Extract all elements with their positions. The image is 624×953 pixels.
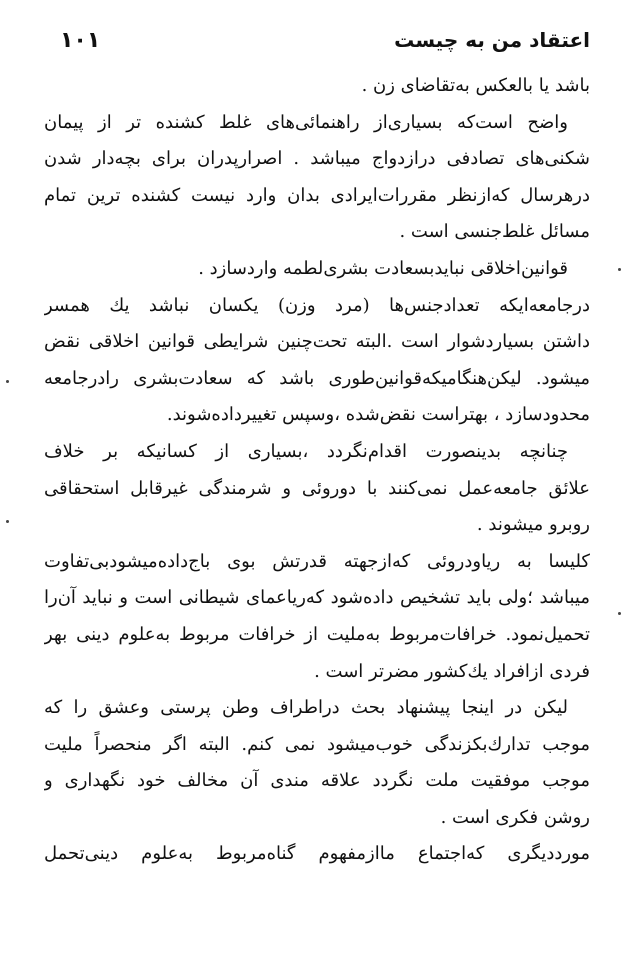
text-line: درهرسال که‌ازنظر مقررات‌ایرادی بدان وارد نیست کشنده ترین تمام bbox=[44, 184, 590, 206]
text-line: موجب موفقیت ملت نگردد علاقه مندی آن مخالف خود نگهداری و bbox=[44, 770, 590, 792]
text-line: باشد یا بالعکس به‌تقاضای زن . bbox=[361, 75, 590, 96]
text-line: روبرو میشوند . bbox=[476, 514, 590, 536]
text-line: چنانچه بدینصورت اقدام‌نگردد ،بسیاری از کسانیکه بر خلاف bbox=[44, 440, 568, 462]
margin-speck bbox=[6, 520, 9, 523]
text-line: شکنی‌های تصادفی درازدواج میباشد . اصرارپدران برای بچه‌دار شدن bbox=[44, 148, 590, 170]
margin-speck bbox=[618, 612, 621, 615]
text-line: موجب تدارك‌بکزندگی خوب‌میشود نمی کنم. البته اگر منحصراً ملیت bbox=[44, 733, 590, 755]
text-line: فردی ازافراد یك‌کشور مضرتر است . bbox=[314, 660, 590, 682]
margin-speck bbox=[6, 380, 9, 383]
text-line: واضح است‌که بسیاری‌از راهنمائی‌های غلط کشنده تر از پیمان bbox=[44, 111, 568, 133]
body-text bbox=[44, 68, 590, 873]
running-title: اعتقاد من به چیست bbox=[394, 28, 590, 52]
margin-speck bbox=[618, 268, 621, 271]
text-line: روشن فکری است . bbox=[440, 806, 590, 828]
text-line: تحمیل‌نمود. خرافات‌مربوط به‌ملیت از خرافات مربوط به‌علوم دینی بهر bbox=[44, 623, 590, 645]
text-line: کلیسا به ریاودروئی که‌ازجهته قدرتش بوی باج‌داده‌میشودبی‌تفاوت bbox=[44, 550, 590, 572]
text-line: میباشد ؛ولی باید تشخیص داده‌شود که‌ریاعمای شیطانی است و نباید آن‌را bbox=[44, 587, 590, 609]
text-line: علائق جامعه‌عمل نمی‌کنند با دوروئی و شرمندگی غیرقابل استحقاقی bbox=[44, 477, 590, 499]
page-header bbox=[60, 28, 590, 62]
text-line: لیکن در اینجا پیشنهاد بحث دراطراف وطن پرستی وعشق را که bbox=[44, 697, 568, 719]
text-line: میشود. لیکن‌هنگامیکه‌قوانین‌طوری باشد که سعادت‌بشری رادرجامعه bbox=[44, 367, 590, 389]
text-line: داشتن بسیاردشوار است .البته تحت‌چنین شرایطی قوانین اخلاقی نقض bbox=[44, 331, 590, 353]
text-line: مسائل غلط‌جنسی است . bbox=[399, 221, 590, 243]
text-line: محدودسازد ، بهتراست نقض‌شده ،وسپس تغییرداده‌شوند. bbox=[166, 404, 590, 426]
page-number: ۱۰۱ bbox=[60, 28, 101, 53]
text-line: مورددیگری که‌اجتماع ما‌ازمفهوم گناه‌مربوط به‌علوم دینی‌تحمل bbox=[44, 843, 590, 865]
text-line: قوانین‌اخلاقی نبایدبسعادت بشری‌لطمه واردسازد . bbox=[198, 257, 568, 279]
text-line: درجامعه‌ایکه تعدادجنس‌ها (مرد وزن) یکسان نباشد یك همسر bbox=[44, 294, 590, 316]
